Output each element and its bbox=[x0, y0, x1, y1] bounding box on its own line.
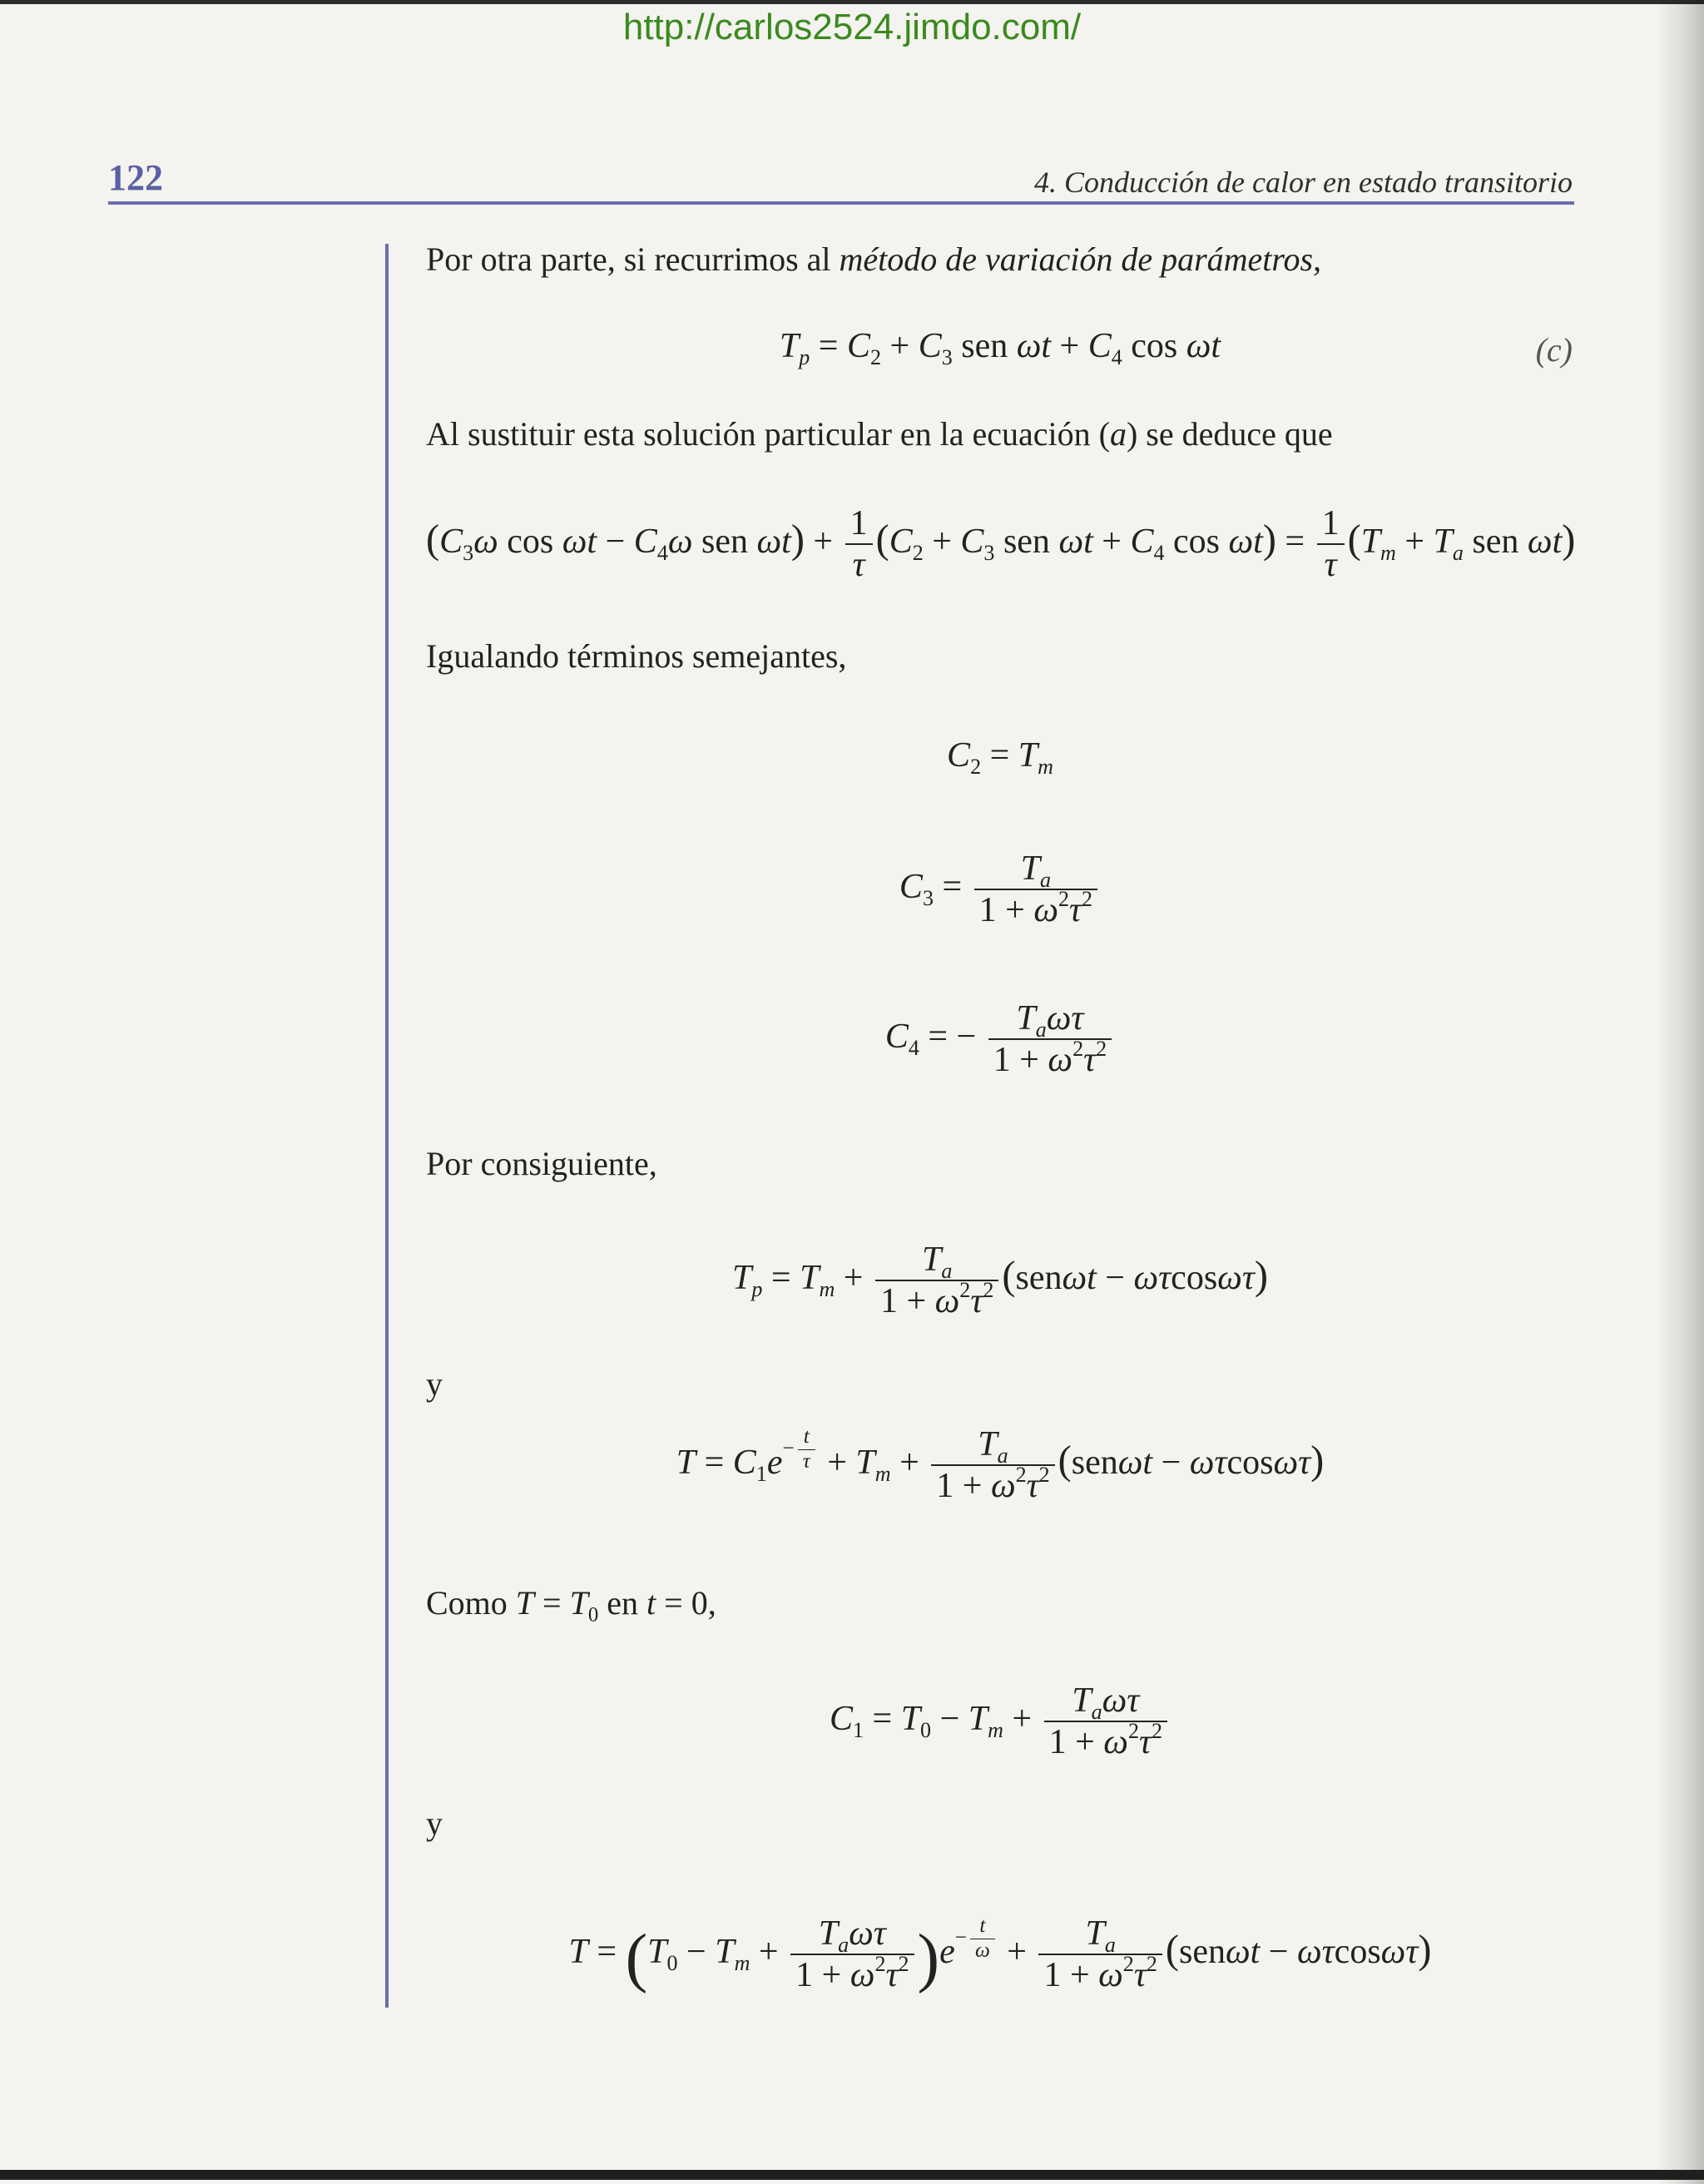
equation-tp-result: $T_p = T_m$ + $\frac{T_a}{1 + \omega^2\tau^2}$ (senωt − ωτcosωτ) bbox=[732, 1241, 1268, 1321]
paragraph-initial-condition: Como $T = T_0$ en t = 0, bbox=[426, 1584, 716, 1627]
equation-c2: $C_2 = T_m$ bbox=[947, 736, 1053, 780]
paragraph-equating-terms: Igualando términos semejantes, bbox=[426, 637, 847, 675]
paragraph-variation-method: Por otra parte, si recurrimos al método de variación de parámetros, bbox=[426, 240, 1322, 278]
equation-label-c: (c) bbox=[1535, 331, 1573, 369]
equation-c4: $C_4$ = − $\frac{T_a\omega\tau}{1 + \omega^2\tau^2}$ bbox=[426, 998, 1574, 1081]
equation-final-solution: $T = (T_0 - T_m$ + $\frac{T_a\omega\tau}{1 + \omega^2\tau^2}$ )e− $\frac{t}{\omega}$ + $\frac{T_a}{1 + \omega^2\tau^2}$ (senωt − ωτcosωτ) bbox=[568, 1914, 1432, 1995]
chapter-title: 4. Conducción de calor en estado transitorio bbox=[1034, 166, 1573, 199]
equation-particular-solution: $T_p = C_2 + C_3$ sen $\omega t + C_4$ cos ωt bbox=[779, 327, 1221, 370]
equation-general-solution: $T = C_1e-$ $\frac{t}{\tau}$ + $T_m$ + $\frac{T_a}{1 + \omega^2\tau^2}$ (senωt − ωτcosωτ) bbox=[676, 1425, 1325, 1506]
paragraph-substitution: Al sustituir esta solución particular en la ecuación (a) se deduce que bbox=[426, 415, 1333, 453]
scan-top-edge bbox=[0, 0, 1704, 4]
equation-c3: $C_3$ = $\frac{T_a}{1 + \omega^2\tau^2}$ bbox=[426, 849, 1574, 931]
connector-y-1: y bbox=[426, 1365, 443, 1403]
connector-y-2: y bbox=[426, 1805, 443, 1842]
header-rule bbox=[108, 201, 1574, 205]
equation-substituted: ($C_3\omega$ $\cos \omega t - C_4\omega$ sen ωt) + $\frac{1}{\tau}$ ($C_2 + C_3$ sen $\omega t + C_4$ cos ωt) = $\frac{1}{\tau}$ ($T_m + T_a$ sen ωt) bbox=[426, 504, 1576, 585]
scan-bottom-edge bbox=[0, 2170, 1704, 2180]
page-number: 122 bbox=[108, 157, 163, 198]
paragraph-therefore: Por consiguiente, bbox=[426, 1145, 657, 1182]
scan-right-shadow bbox=[1656, 0, 1704, 2184]
margin-bar bbox=[385, 244, 389, 2008]
equation-c1: $C_1 = T_0 - T_m$ + $\frac{T_a\omega\tau}{1 + \omega^2\tau^2}$ bbox=[426, 1681, 1574, 1763]
source-url[interactable]: http://carlos2524.jimdo.com/ bbox=[622, 7, 1082, 47]
